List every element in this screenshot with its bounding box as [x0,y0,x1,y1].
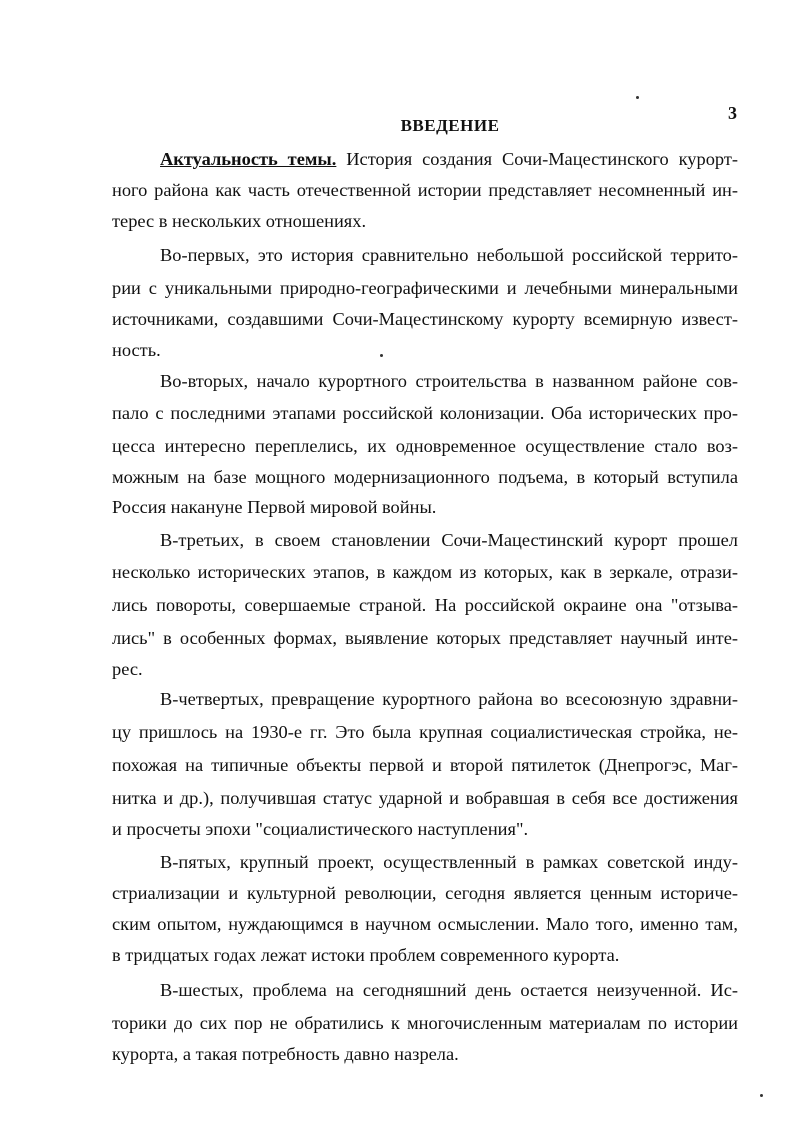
text-line: цу пришлось на 1930-е гг. Это была крупная социалистическая стройка, не- [112,722,738,742]
scan-speck [380,354,383,357]
section-heading: Актуальность темы. [160,149,337,169]
text-line: можным на базе мощного модернизационного подъема, в который вступила [112,467,738,487]
text-line: Россия накануне Первой мировой войны. [112,497,437,517]
text-line: нитка и др.), получившая статус ударной и вобравшая в себя все достижения [112,788,738,808]
page-title: ВВЕДЕНИЕ [400,116,500,135]
text-line: В-четвертых, превращение курортного района во всесоюзную здравни- [160,689,738,709]
text-line: похожая на типичные объекты первой и второй пятилеток (Днепрогэс, Маг- [112,755,738,775]
text-line: терес в нескольких отношениях. [112,211,367,231]
text-line: рии с уникальными природно-географическими и лечебными минеральными [112,278,738,298]
text-line: лись" в особенных формах, выявление которых представляет научный инте- [112,628,738,648]
text-line: стриализации и культурной революции, сегодня является ценным историче- [112,883,738,903]
text-line: В-шестых, проблема на сегодняшний день остается неизученной. Ис- [160,980,738,1000]
page-number: 3 [728,103,737,123]
text-line: несколько исторических этапов, в каждом из которых, как в зеркале, отрази- [112,562,738,582]
text-line: Во-вторых, начало курортного строительства в названном районе сов- [160,371,738,391]
text-line: в тридцатых годах лежат истоки проблем современного курорта. [112,945,620,965]
text-line: В-пятых, крупный проект, осуществленный в рамках советской инду- [160,852,738,872]
text-line: курорта, а такая потребность давно назрела. [112,1044,459,1064]
text-line: Во-первых, это история сравнительно небольшой российской террито- [160,245,738,265]
scan-speck [760,1094,763,1097]
text-line: пало с последними этапами российской колонизации. Оба исторических про- [112,403,738,423]
text-line: ность. [112,340,161,360]
scan-speck [636,96,639,99]
text-line: Актуальность темы. История создания Сочи-Мацестинского курорт- [160,149,739,169]
text-line: рес. [112,659,143,679]
text-line: торики до сих пор не обратились к многочисленным материалам по истории [112,1013,738,1033]
text-line: лись повороты, совершаемые страной. На российской окраине она "отзыва- [112,595,738,615]
text-line: цесса интересно переплелись, их одновременное осуществление стало воз- [112,436,738,456]
text-line: ским опытом, нуждающимся в научном осмыслении. Мало того, именно там, [112,914,738,934]
text-line: и просчеты эпохи "социалистического наступления". [112,819,529,839]
text-line: В-третьих, в своем становлении Сочи-Мацестинский курорт прошел [160,530,738,550]
text-line: ного района как часть отечественной истории представляет несомненный ин- [112,180,738,200]
text-line: источниками, создавшими Сочи-Мацестинскому курорту всемирную извест- [112,309,738,329]
